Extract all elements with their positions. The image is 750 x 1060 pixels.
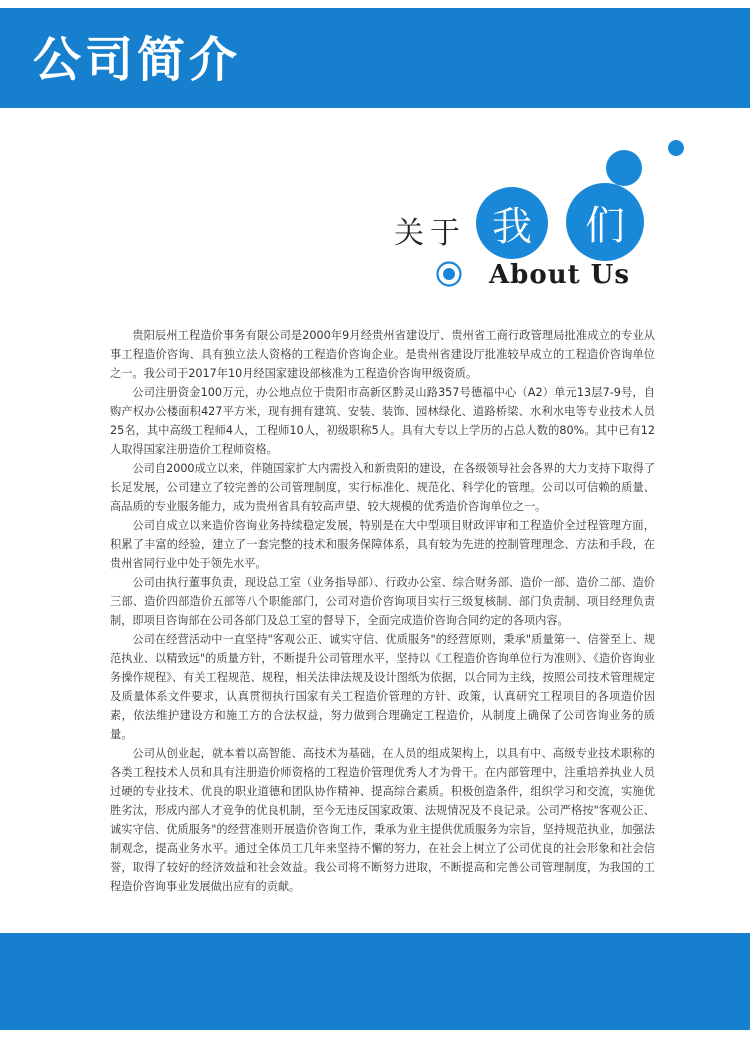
paragraph: 公司自2000成立以来，伴随国家扩大内需投入和新贵阳的建设，在各级领导社会各界的大力支持下取得了长足发展，公司建立了较完善的公司管理制度，实行标准化、规范化、科学化的管理。公司以可信赖的质量、高品质的专业服务能力，成为贵州省具有较高声望、较大规模的优秀造价咨询单位之一。 bbox=[110, 462, 655, 513]
paragraph: 公司注册资金100万元，办公地点位于贵阳市高新区黔灵山路357号德福中心（A2）单元13层7-9号，自购产权办公楼面积427平方米，现有拥有建筑、安装、装饰、园林绿化、道路桥梁、水利水电等专业技术人员25名，其中高级工程师4人，工程师10人，初级职称5人。具有大专以上学历的占总人数的80%。其中已有12人取得国家注册造价工程师资格。 bbox=[110, 386, 655, 456]
decorative-dot-medium bbox=[606, 150, 642, 186]
paragraph: 公司由执行董事负责，现设总工室（业务指导部）、行政办公室、综合财务部、造价一部、造价二部、造价三部、造价四部造价五部等八个职能部门，公司对造价咨询项目实行三级复核制、部门负责制、项目经理负责制，即项目咨询部在公司各部门及总工室的督导下，全面完成造价咨询合同约定的各项内容。 bbox=[110, 576, 655, 627]
about-prefix: 关于 bbox=[394, 216, 466, 251]
paragraph: 贵阳辰州工程造价事务有限公司是2000年9月经贵州省建设厅、贵州省工商行政管理局批准成立的专业从事工程造价咨询、具有独立法人资格的工程造价咨询企业。是贵州省建设厅批准较早成立的工程造价咨询单位之一。我公司于2017年10月经国家建设部核准为工程造价咨询甲级资质。 bbox=[110, 329, 655, 380]
page-title: 公司简介 bbox=[33, 32, 242, 88]
paragraph: 公司在经营活动中一直坚持"客观公正、诚实守信、优质服务"的经营原则，秉承"质量第一、信誉至上、规范执业、以精致远"的质量方针，不断提升公司管理水平，坚持以《工程造价咨询单位行为准则》、《造价咨询业务操作规程》、有关工程规范、规程，相关法律法规及设计图纸为依据，以合同为主线，按照公司技术管理规定及质量体系文件要求，认真贯彻执行国家有关工程造价管理的方针、政策，认真研究工程项目的各项造价因素，依法维护建设方和施工方的合法权益，努力做到合理确定工程造价，从制度上确保了公司咨询业务的质量。 bbox=[110, 633, 655, 741]
footer-banner bbox=[0, 933, 750, 1030]
target-icon bbox=[436, 261, 462, 287]
about-us-heading: About Us bbox=[489, 260, 630, 290]
decorative-dot-small bbox=[668, 140, 684, 156]
paragraph: 公司自成立以来造价咨询业务持续稳定发展，特别是在大中型项目财政评审和工程造价全过程管理方面，积累了丰富的经验，建立了一套完整的技术和服务保障体系，具有较为先进的控制管理理念、方法和手段，在贵州省同行业中处于领先水平。 bbox=[110, 519, 655, 570]
company-intro-body bbox=[110, 326, 655, 896]
men-char: 们 bbox=[585, 202, 625, 249]
about-us-logo bbox=[380, 130, 700, 300]
header-banner bbox=[0, 8, 750, 108]
wo-circle bbox=[476, 187, 548, 259]
wo-char: 我 bbox=[492, 203, 532, 250]
men-circle bbox=[566, 183, 644, 261]
paragraph: 公司从创业起，就本着以高智能、高技术为基础，在人员的组成架构上，以具有中、高级专业技术职称的各类工程技术人员和具有注册造价师资格的工程造价管理优秀人才为骨干。在内部管理中，注重培养执业人员过硬的专业技术、优良的职业道德和团队协作精神、提高综合素质。积极创造条件，组织学习和交流，实施优胜劣汰，形成内部人才竞争的优良机制，至今无违反国家政策、法规情况及不良记录。公司严格按"客观公正、诚实守信、优质服务"的经营准则开展造价咨询工作，秉承为业主提供优质服务为宗旨，坚持规范执业，加强法制观念，提高业务水平。通过全体员工几年来坚持不懈的努力，在社会上树立了公司优良的社会形象和社会信誉，取得了较好的经济效益和社会效益。我公司将不断努力进取，不断提高和完善公司管理制度，为我国的工程造价咨询事业发展做出应有的贡献。 bbox=[110, 747, 655, 893]
